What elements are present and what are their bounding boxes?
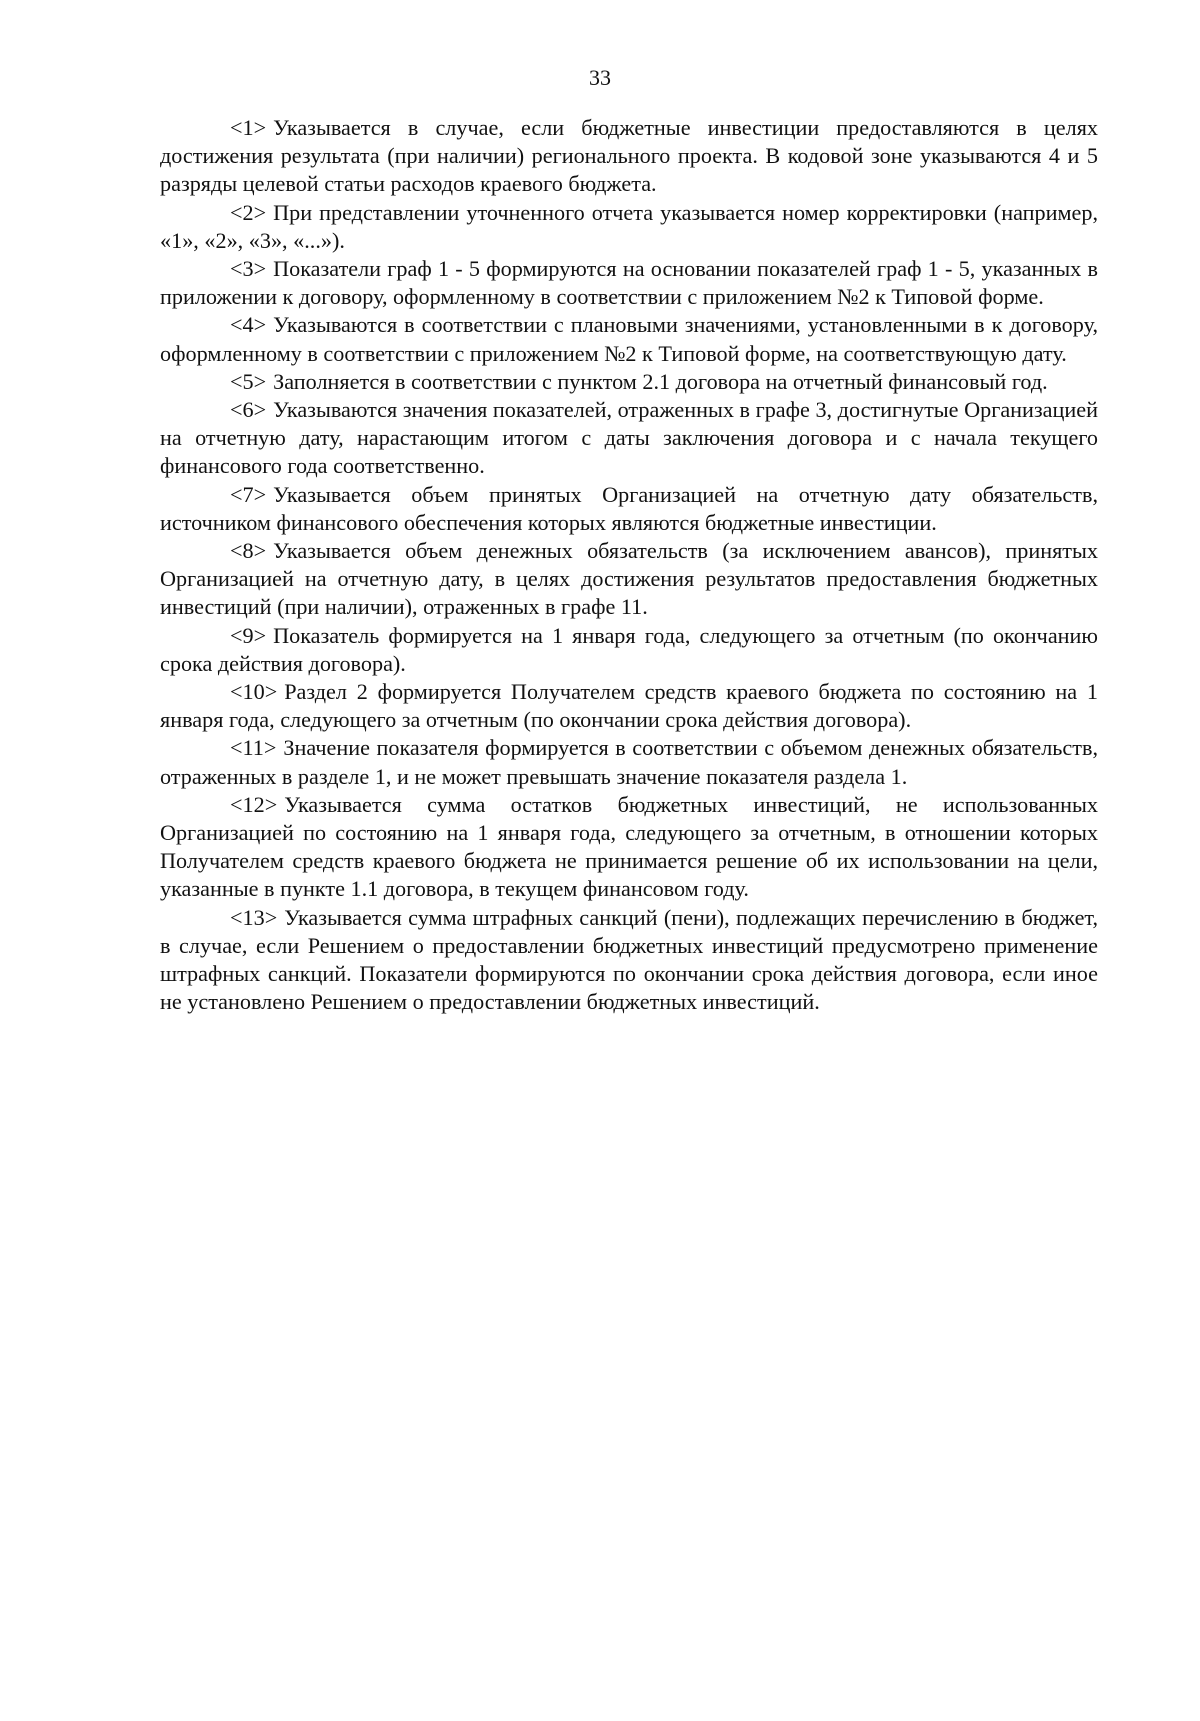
footnote-text: Указывается в случае, если бюджетные инвестиции предоставляются в целях достижения результата (при наличии) регионального проекта. В кодовой зоне указываются 4 и 5 разряды целевой статьи расходов краевого бюджета.: [160, 115, 1098, 197]
footnote-1: [160, 114, 1098, 199]
footnote-10: [160, 678, 1098, 734]
footnote-marker: <13>: [230, 904, 278, 930]
footnote-7: [160, 481, 1098, 537]
footnote-4: [160, 311, 1098, 367]
footnote-12: [160, 791, 1098, 904]
footnote-11: [160, 734, 1098, 790]
footnote-marker: <3>: [230, 256, 267, 282]
footnote-text: Указываются в соответствии с плановыми значениями, установленными в к договору, оформленному в соответствии с приложением №2 к Типовой форме, на соответствующую дату.: [160, 312, 1098, 366]
footnote-text: Показатели граф 1 - 5 формируются на основании показателей граф 1 - 5, указанных в приложении к договору, оформленному в соответствии с приложением №2 к Типовой форме.: [160, 256, 1098, 310]
footnote-marker: <6>: [230, 397, 267, 423]
footnote-6: [160, 396, 1098, 481]
footnote-text: Заполняется в соответствии с пунктом 2.1 договора на отчетный финансовый год.: [273, 368, 1048, 394]
footnote-text: Показатель формируется на 1 января года, следующего за отчетным (по окончанию срока действия договора).: [160, 622, 1098, 676]
footnote-marker: <4>: [230, 312, 267, 338]
footnote-marker: <1>: [230, 115, 267, 140]
footnote-text: Указывается объем принятых Организацией на отчетную дату обязательств, источником финансового обеспечения которых являются бюджетные инвестиции.: [160, 481, 1098, 535]
footnote-8: [160, 537, 1098, 622]
footnote-marker: <8>: [230, 538, 267, 564]
page-number: 33: [589, 65, 611, 90]
footnote-text: Указывается сумма остатков бюджетных инвестиций, не использованных Организацией по состоянию на 1 января года, следующего за отчетным, в отношении которых Получателем средств краевого бюджета не принимается решение об их использовании на цели, указанные в пункте 1.1 договора, в текущем финансовом году.: [160, 791, 1098, 902]
footnote-marker: <12>: [230, 791, 278, 817]
footnote-marker: <7>: [230, 481, 267, 507]
footnote-13: [160, 904, 1098, 1017]
footnote-text: Указываются значения показателей, отраженных в графе 3, достигнутые Организацией на отчетную дату, нарастающим итогом с даты заключения договора и с начала текущего финансового года соответственно.: [160, 397, 1098, 479]
footnote-marker: <9>: [230, 622, 267, 648]
footnote-3: [160, 255, 1098, 311]
footnote-marker: <10>: [230, 679, 278, 705]
footnote-5: [160, 368, 1098, 396]
footnote-text: Раздел 2 формируется Получателем средств краевого бюджета по состоянию на 1 января года, следующего за отчетным (по окончании срока действия договора).: [160, 679, 1098, 733]
footnote-text: Значение показателя формируется в соответствии с объемом денежных обязательств, отраженных в разделе 1, и не может превышать значение показателя раздела 1.: [160, 735, 1098, 789]
footnote-text: Указывается сумма штрафных санкций (пени), подлежащих перечислению в бюджет, в случае, если Решением о предоставлении бюджетных инвестиций предусмотрено применение штрафных санкций. Показатели формируются по окончании срока действия договора, если иное не установлено Решением о предоставлении бюджетных инвестиций.: [160, 904, 1098, 1015]
footnote-text: При представлении уточненного отчета указывается номер корректировки (например, «1», «2», «3», «...»).: [160, 199, 1098, 253]
footnote-9: [160, 622, 1098, 678]
footnote-text: Указывается объем денежных обязательств (за исключением авансов), принятых Организацией на отчетную дату, в целях достижения результатов предоставления бюджетных инвестиций (при наличии), отраженных в графе 11.: [160, 538, 1098, 620]
footnote-marker: <2>: [230, 199, 267, 225]
footnote-marker: <11>: [230, 735, 277, 761]
footnotes-list: [160, 114, 1098, 1017]
footnote-marker: <5>: [230, 368, 267, 394]
footnote-2: [160, 199, 1098, 255]
